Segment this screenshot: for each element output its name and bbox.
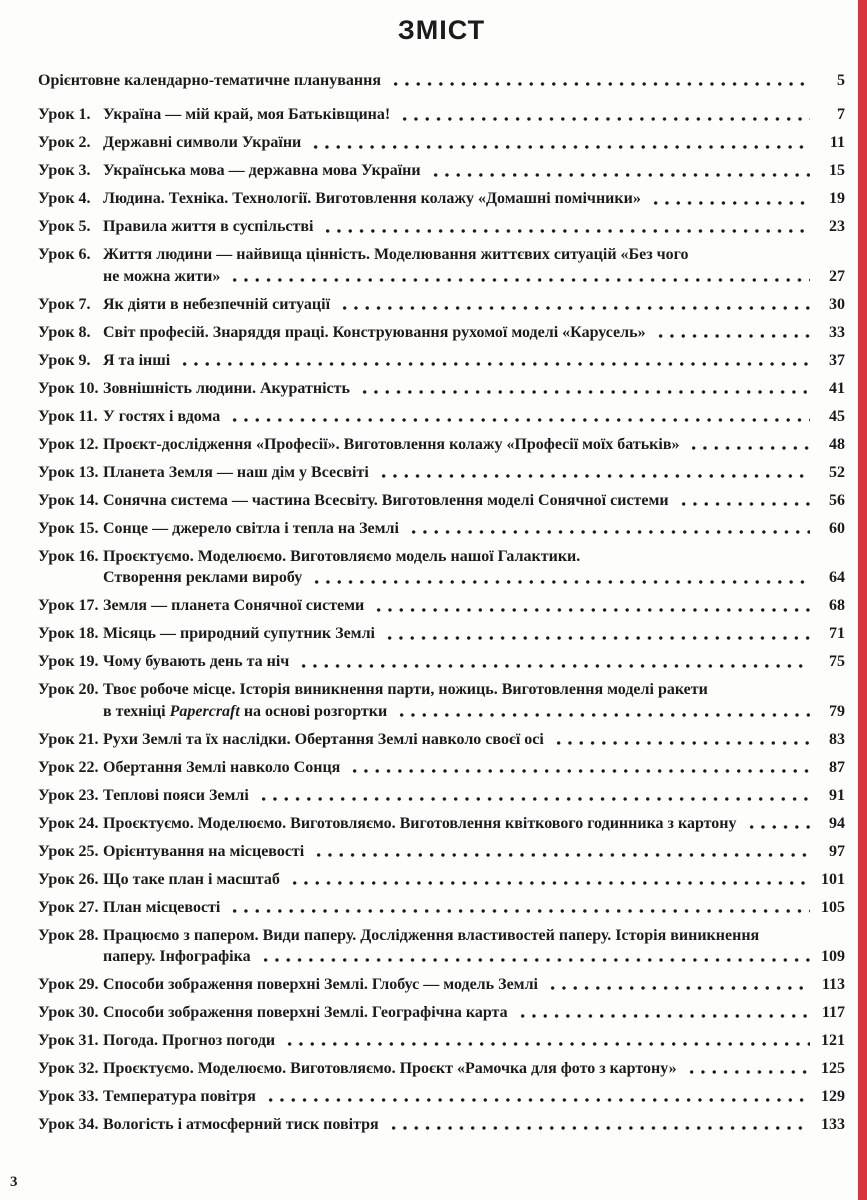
dot-leader: [260, 946, 810, 967]
lesson-title-text: Українська мова — державна мова України: [103, 162, 421, 180]
toc-item: [38, 160, 845, 181]
dot-leader: [229, 897, 810, 918]
lesson-title-text: Світ професій. Знаряддя праці. Конструювання рухомої моделі «Карусель»: [103, 323, 646, 341]
dot-leader: [553, 729, 810, 750]
lesson-title-text: Життя людини — найвища цінність. Моделювання життєвих ситуацій «Без чого: [103, 246, 689, 264]
toc-item: [38, 785, 845, 806]
lesson-number-label: Урок 17.: [38, 597, 99, 615]
dot-leader: [258, 785, 810, 806]
lesson-title-line: [103, 946, 845, 967]
lesson-title-text: Правила життя в суспільстві: [103, 218, 314, 236]
lesson-title: [103, 1002, 845, 1023]
lesson-title-line: [103, 378, 845, 399]
lesson-title: [103, 322, 845, 343]
toc-item: [38, 757, 845, 778]
lesson-page-number: 75: [829, 653, 845, 671]
lesson-title-line: [103, 132, 845, 153]
lesson-page-number: 7: [837, 106, 845, 124]
lesson-title-line: [103, 651, 845, 672]
lesson-page-number: 41: [829, 379, 845, 397]
toc-item: [38, 974, 845, 995]
lesson-number-label: Урок 20.: [38, 681, 99, 699]
lesson-title: [103, 546, 845, 589]
lesson-title: [103, 188, 845, 209]
lesson-title: [103, 350, 845, 371]
lesson-title: [103, 1058, 845, 1079]
lesson-number-label: Урок 16.: [38, 547, 99, 565]
lesson-title: [103, 757, 845, 778]
lesson-page-number: 133: [821, 1116, 845, 1134]
dot-leader: [517, 1002, 810, 1023]
lesson-title-line: [103, 757, 845, 778]
lesson-number-label: Урок 23.: [38, 786, 99, 804]
dot-leader: [298, 651, 810, 672]
lesson-page-number: 87: [829, 758, 845, 776]
dot-leader: [678, 490, 810, 511]
lesson-title-line: [103, 160, 845, 181]
lesson-title-text: Теплові пояси Землі: [103, 786, 249, 804]
lesson-title: [103, 897, 845, 918]
toc-item: [38, 1086, 845, 1107]
lesson-page-number: 60: [829, 519, 845, 537]
dot-leader: [384, 623, 810, 644]
lesson-number-label: Урок 4.: [38, 190, 91, 208]
lesson-title-text: Твоє робоче місце. Історія виникнення парти, ножиць. Виготовлення моделі ракети: [103, 681, 708, 699]
lesson-title-text: Проєкт-дослідження «Професії». Виготовлення колажу «Професії моїх батьків»: [103, 435, 680, 453]
toc-item: [38, 406, 845, 427]
lesson-title: [103, 104, 845, 125]
lesson-title-line: [103, 813, 845, 834]
lesson-number-label: Урок 8.: [38, 323, 91, 341]
lesson-title-text: Створення реклами виробу: [103, 569, 303, 587]
lesson-title: [103, 1030, 845, 1051]
lesson-page-number: 97: [829, 842, 845, 860]
toc-front-item: [38, 70, 845, 91]
lesson-number-label: Урок 19.: [38, 653, 99, 671]
toc-item: [38, 869, 845, 890]
toc-front-page-number: 5: [837, 72, 845, 89]
lesson-title-text: Як діяти в небезпечній ситуації: [103, 295, 331, 313]
lesson-title-line: [103, 490, 845, 511]
dot-leader: [746, 813, 811, 834]
lesson-title-line: [103, 1058, 845, 1079]
lesson-title: [103, 1086, 845, 1107]
lesson-number-label: Урок 33.: [38, 1088, 99, 1106]
lesson-page-number: 91: [829, 786, 845, 804]
lesson-title-line: [103, 729, 845, 750]
lesson-title: [103, 651, 845, 672]
lesson-number-label: Урок 32.: [38, 1060, 99, 1078]
lesson-title-text: Я та інші: [103, 351, 171, 369]
toc-item: [38, 651, 845, 672]
lesson-title-line: [103, 294, 845, 315]
lesson-title: [103, 729, 845, 750]
toc-item: [38, 546, 845, 589]
toc-item: [38, 518, 845, 539]
lesson-title-text: Способи зображення поверхні Землі. Географічна карта: [103, 1004, 508, 1022]
lesson-page-number: 37: [829, 351, 845, 369]
lesson-page-number: 11: [829, 134, 845, 152]
lesson-title-text: Вологість і атмосферний тиск повітря: [103, 1116, 379, 1134]
lesson-number-label: Урок 18.: [38, 625, 99, 643]
lesson-title-line: [103, 518, 845, 539]
lesson-title-line: [103, 897, 845, 918]
lesson-title-text: паперу. Інфографіка: [103, 948, 251, 966]
toc-list: [38, 104, 845, 1135]
lesson-title-text: Способи зображення поверхні Землі. Глобус — модель Землі: [103, 976, 538, 994]
lesson-number-label: Урок 26.: [38, 870, 99, 888]
lesson-title: [103, 434, 845, 455]
lesson-title: [103, 595, 845, 616]
lesson-title-text: Працюємо з папером. Види паперу. Дослідження властивостей паперу. Історія виникнення: [103, 926, 760, 944]
lesson-page-number: 52: [829, 463, 845, 481]
dot-leader: [229, 266, 810, 287]
lesson-number-label: Урок 25.: [38, 842, 99, 860]
toc-item: [38, 462, 845, 483]
lesson-title-line: [103, 974, 845, 995]
lesson-title: [103, 462, 845, 483]
lesson-page-number: 19: [829, 190, 845, 208]
lesson-number-label: Урок 21.: [38, 730, 99, 748]
lesson-page-number: 15: [829, 162, 845, 180]
dot-leader: [399, 104, 810, 125]
lesson-page-number: 94: [829, 814, 845, 832]
lesson-page-number: 105: [821, 898, 845, 916]
lesson-title-line: [103, 679, 845, 700]
lesson-number-label: Урок 3.: [38, 162, 91, 180]
lesson-title-text: Проєктуємо. Моделюємо. Виготовляємо. Виготовлення квіткового годинника з картону: [103, 814, 737, 832]
lesson-title-text: Що таке план і масштаб: [103, 870, 280, 888]
lesson-title-line: [103, 546, 845, 567]
dot-leader: [655, 322, 810, 343]
dot-leader: [650, 188, 810, 209]
lesson-title-line: [103, 188, 845, 209]
lesson-page-number: 71: [829, 625, 845, 643]
toc-item: [38, 623, 845, 644]
lesson-title-line: [103, 925, 845, 946]
dot-leader: [430, 160, 810, 181]
lesson-title-line: [103, 623, 845, 644]
lesson-number-label: Урок 24.: [38, 814, 99, 832]
toc-item: [38, 490, 845, 511]
lesson-title: [103, 160, 845, 181]
dot-leader: [547, 974, 810, 995]
lesson-title-line: [103, 266, 845, 287]
lesson-page-number: 48: [829, 435, 845, 453]
lesson-number-label: Урок 22.: [38, 758, 99, 776]
lesson-number-label: Урок 31.: [38, 1032, 99, 1050]
toc-item: [38, 294, 845, 315]
toc-item: [38, 350, 845, 371]
lesson-title-line: [103, 434, 845, 455]
page-title: ЗМІСТ: [397, 15, 486, 45]
lesson-title-line: [103, 406, 845, 427]
lesson-title: [103, 813, 845, 834]
lesson-page-number: 45: [829, 407, 845, 425]
lesson-page-number: 23: [829, 218, 845, 236]
lesson-title-line: [103, 322, 845, 343]
page-edge-accent-bar: [858, 0, 867, 1200]
toc-item: [38, 104, 845, 125]
lesson-title: [103, 244, 845, 287]
lesson-title: [103, 974, 845, 995]
lesson-number-label: Урок 12.: [38, 435, 99, 453]
dot-leader: [396, 701, 810, 722]
dot-leader: [388, 1114, 810, 1135]
dot-leader: [686, 1058, 810, 1079]
lesson-title-text: Земля — планета Сонячної системи: [103, 597, 365, 615]
lesson-title-text: в техніці Papercraft на основі розгортки: [103, 702, 388, 720]
lesson-number-label: Урок 10.: [38, 379, 99, 397]
toc-item: [38, 679, 845, 722]
lesson-title-text: Зовнішність людини. Акуратність: [103, 379, 350, 397]
lesson-number-label: Урок 1.: [38, 106, 91, 124]
lesson-page-number: 64: [829, 569, 845, 587]
lesson-number-label: Урок 15.: [38, 519, 99, 537]
lesson-title-text: Місяць — природний супутник Землі: [103, 625, 375, 643]
lesson-title-text: Температура повітря: [103, 1088, 256, 1106]
toc-item: [38, 132, 845, 153]
dot-leader: [408, 518, 810, 539]
lesson-title-line: [103, 785, 845, 806]
lesson-page-number: 56: [829, 491, 845, 509]
lesson-page-number: 27: [829, 267, 845, 285]
dot-leader: [339, 294, 810, 315]
lesson-title: [103, 406, 845, 427]
lesson-title-text: Чому бувають день та ніч: [103, 653, 290, 671]
toc-item: [38, 188, 845, 209]
lesson-title-line: [103, 462, 845, 483]
lesson-title: [103, 925, 845, 968]
toc-item: [38, 378, 845, 399]
lesson-number-label: Урок 5.: [38, 218, 91, 236]
lesson-page-number: 113: [821, 976, 845, 994]
lesson-page-number: 101: [821, 870, 845, 888]
lesson-title-line: [103, 216, 845, 237]
toc-item: [38, 841, 845, 862]
lesson-title-text: Орієнтування на місцевості: [103, 842, 305, 860]
toc-item: [38, 434, 845, 455]
lesson-title-line: [103, 595, 845, 616]
toc-item: [38, 813, 845, 834]
toc-item: [38, 244, 845, 287]
dot-leader: [310, 132, 810, 153]
toc-item: [38, 729, 845, 750]
lesson-number-label: Урок 9.: [38, 351, 91, 369]
lesson-number-label: Урок 2.: [38, 134, 91, 152]
lesson-title-text: Погода. Прогноз погоди: [103, 1032, 276, 1050]
lesson-title-text: Проєктуємо. Моделюємо. Виготовляємо модель нашої Галактики.: [103, 547, 581, 565]
dot-leader: [313, 841, 810, 862]
lesson-title-line: [103, 1114, 845, 1135]
lesson-page-number: 109: [821, 948, 845, 966]
lesson-number-label: Урок 28.: [38, 926, 99, 944]
dot-leader: [322, 216, 810, 237]
toc-item: [38, 897, 845, 918]
lesson-title-line: [103, 244, 845, 265]
lesson-title-text: Сонце — джерело світла і тепла на Землі: [103, 519, 399, 537]
lesson-title: [103, 490, 845, 511]
dot-leader: [289, 869, 810, 890]
lesson-number-label: Урок 30.: [38, 1004, 99, 1022]
lesson-page-number: 83: [829, 730, 845, 748]
toc-item: [38, 1058, 845, 1079]
lesson-number-label: Урок 27.: [38, 898, 99, 916]
lesson-title: [103, 679, 845, 722]
toc-item: [38, 1114, 845, 1135]
lesson-title: [103, 216, 845, 237]
dot-leader: [311, 567, 810, 588]
lesson-page-number: 121: [821, 1032, 845, 1050]
toc-front-label: Орієнтовне календарно-тематичне планування: [38, 72, 381, 89]
lesson-number-label: Урок 29.: [38, 976, 99, 994]
lesson-title-text: не можна жити»: [103, 267, 221, 285]
toc-item: [38, 322, 845, 343]
lesson-title-line: [103, 841, 845, 862]
lesson-title-text: У гостях і вдома: [103, 407, 221, 425]
lesson-title-text: Рухи Землі та їх наслідки. Обертання Землі навколо своєї осі: [103, 730, 544, 748]
lesson-page-number: 117: [821, 1004, 845, 1022]
lesson-title: [103, 378, 845, 399]
lesson-title-text: Проєктуємо. Моделюємо. Виготовляємо. Проєкт «Рамочка для фото з картону»: [103, 1060, 677, 1078]
lesson-title: [103, 869, 845, 890]
dot-leader: [284, 1030, 810, 1051]
lesson-title: [103, 841, 845, 862]
lesson-title-line: [103, 567, 845, 588]
lesson-page-number: 68: [829, 597, 845, 615]
lesson-title: [103, 518, 845, 539]
lesson-title-text: Людина. Техніка. Технології. Виготовлення колажу «Домашні помічники»: [103, 190, 641, 208]
lesson-title: [103, 294, 845, 315]
dot-leader: [229, 406, 810, 427]
lesson-title-line: [103, 1086, 845, 1107]
lesson-number-label: Урок 13.: [38, 463, 99, 481]
toc-item: [38, 925, 845, 968]
lesson-title: [103, 623, 845, 644]
lesson-title-line: [103, 869, 845, 890]
dot-leader: [688, 434, 810, 455]
toc-item: [38, 216, 845, 237]
lesson-page-number: 79: [829, 702, 845, 720]
lesson-page-number: 30: [829, 295, 845, 313]
toc-front-line: [38, 70, 845, 91]
lesson-number-label: Урок 14.: [38, 491, 99, 509]
dot-leader: [378, 462, 810, 483]
lesson-title-text: План місцевості: [103, 898, 221, 916]
lesson-title-text: Сонячна система — частина Всесвіту. Виготовлення моделі Сонячної системи: [103, 491, 669, 509]
folio-page-number: 3: [10, 1174, 18, 1190]
lesson-title-line: [103, 350, 845, 371]
dot-leader: [390, 70, 810, 91]
lesson-number-label: Урок 6.: [38, 246, 91, 264]
lesson-title-text: Планета Земля — наш дім у Всесвіті: [103, 463, 369, 481]
dot-leader: [373, 595, 810, 616]
toc-item: [38, 595, 845, 616]
lesson-number-label: Урок 11.: [38, 407, 98, 425]
lesson-title: [103, 785, 845, 806]
dot-leader: [349, 757, 810, 778]
lesson-page-number: 125: [821, 1060, 845, 1078]
lesson-title-text: Обертання Землі навколо Сонця: [103, 758, 341, 776]
lesson-title-line: [103, 1002, 845, 1023]
dot-leader: [179, 350, 810, 371]
lesson-number-label: Урок 34.: [38, 1116, 99, 1134]
toc-front-content: [38, 70, 845, 91]
dot-leader: [359, 378, 810, 399]
lesson-number-label: Урок 7.: [38, 295, 91, 313]
toc-item: [38, 1030, 845, 1051]
lesson-title: [103, 1114, 845, 1135]
lesson-title-text: Україна — мій край, моя Батьківщина!: [103, 106, 391, 124]
toc-item: [38, 1002, 845, 1023]
lesson-title-line: [103, 104, 845, 125]
lesson-page-number: 129: [821, 1088, 845, 1106]
lesson-title-line: [103, 1030, 845, 1051]
lesson-page-number: 33: [829, 323, 845, 341]
dot-leader: [265, 1086, 810, 1107]
lesson-title: [103, 132, 845, 153]
lesson-title-line: [103, 701, 845, 722]
lesson-title-text: Державні символи України: [103, 134, 302, 152]
